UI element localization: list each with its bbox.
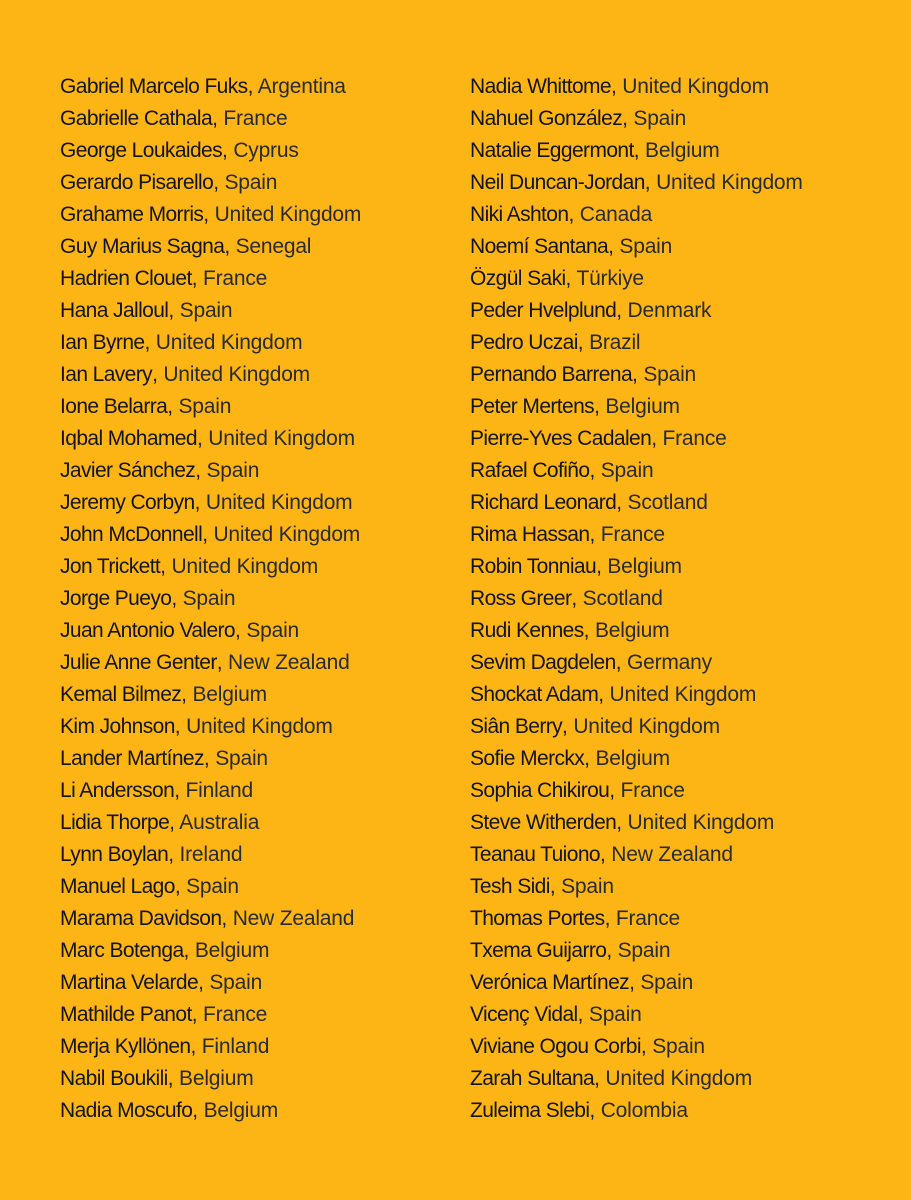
signatory-name: Nadia Moscufo [60, 1099, 193, 1122]
signatory-country: Spain [186, 875, 239, 898]
signatory-country: Spain [588, 1003, 642, 1026]
signatory-name: Sophia Chikirou [470, 779, 610, 802]
signatory-entry [470, 487, 803, 519]
signatory-name: Teanau Tuiono [470, 843, 600, 866]
signatory-name: Javier Sánchez [60, 459, 196, 482]
signatory-country: United Kingdom [155, 331, 303, 354]
signatory-entry [60, 487, 361, 519]
signatory-entry [470, 167, 803, 199]
signatory-entry [60, 327, 361, 359]
signatory-entry [60, 359, 361, 391]
separator: , [609, 779, 621, 802]
signatory-name: Niki Ashton [470, 203, 569, 226]
signatory-entry [470, 871, 803, 903]
signatory-country: Spain [182, 587, 236, 610]
separator: , [196, 427, 209, 450]
signatory-entry [60, 295, 361, 327]
signatory-name: Nadia Whittome [470, 75, 611, 98]
separator: , [192, 1099, 204, 1122]
separator: , [571, 587, 583, 610]
separator: , [616, 299, 628, 322]
signatory-country: France [615, 907, 681, 930]
signatory-name: Neil Duncan-Jordan [470, 171, 645, 194]
signatory-country: Spain [617, 939, 671, 962]
signatory-entry [470, 935, 803, 967]
separator: , [174, 715, 187, 738]
separator: , [599, 843, 612, 866]
signatory-name: Lynn Boylan [60, 843, 169, 866]
signatory-country: France [202, 267, 268, 290]
separator: , [203, 203, 215, 226]
signatory-name: George Loukaides [60, 139, 223, 162]
signatory-name: Li Andersson [60, 779, 175, 802]
separator: , [589, 1099, 601, 1122]
signatory-entry [60, 583, 361, 615]
separator: , [632, 363, 644, 386]
signatory-name: Ian Byrne [60, 331, 145, 354]
signatory-name: Lidia Thorpe [60, 811, 170, 834]
signatory-name: Steve Witherden [470, 811, 617, 834]
signatory-entry [470, 391, 803, 423]
separator: , [604, 907, 616, 930]
signatory-entry [470, 519, 803, 551]
signatory-country: Germany [626, 651, 712, 674]
signatory-country: Brazil [589, 331, 641, 354]
signatory-country: United Kingdom [605, 1067, 753, 1090]
signatory-name: Julie Anne Genter [60, 651, 217, 674]
signatory-entry [470, 551, 803, 583]
signatory-entry [60, 711, 361, 743]
signatory-entry [470, 711, 803, 743]
signatory-country: United Kingdom [573, 715, 720, 738]
signatory-country: Spain [640, 971, 694, 994]
signatory-entry [60, 135, 361, 167]
signatory-entry [60, 839, 361, 871]
signatory-name: Marama Davidson [60, 907, 222, 930]
signatory-country: Belgium [192, 683, 267, 706]
signatory-name: Ione Belarra [60, 395, 168, 418]
signatory-country: Spain [179, 299, 233, 322]
signatory-entry [60, 807, 361, 839]
signatory-entry [60, 551, 361, 583]
separator: , [577, 331, 590, 354]
separator: , [640, 1035, 653, 1058]
signatory-name: Thomas Portes [470, 907, 605, 930]
signatory-name: Sofie Merckx [470, 747, 585, 770]
signatory-name: Rima Hassan [470, 523, 590, 546]
separator: , [589, 459, 601, 482]
separator: , [594, 1067, 606, 1090]
signatory-name: Juan Antonio Valero [60, 619, 236, 642]
signatory-country: France [620, 779, 685, 802]
signatory-name: Rafael Cofiño [470, 459, 590, 482]
signatory-name: Iqbal Mohamed [60, 427, 197, 450]
signatory-name: Shockat Adam [470, 683, 599, 706]
separator: , [202, 523, 214, 546]
signatory-name: Natalie Eggermont [470, 139, 634, 162]
signatory-entry [60, 903, 361, 935]
signatory-entry [60, 167, 361, 199]
signatory-name: Viviane Ogou Corbi [470, 1035, 641, 1058]
separator: , [213, 171, 225, 194]
signatory-country: Spain [215, 747, 268, 770]
signatory-country: Spain [600, 459, 654, 482]
signatory-name: Noemí Santana [470, 235, 609, 258]
signatory-name: Peder Hvelplund [470, 299, 617, 322]
separator: , [144, 331, 156, 354]
separator: , [224, 235, 236, 258]
signatory-entry [470, 135, 803, 167]
signatory-name: Nabil Boukili [60, 1067, 168, 1090]
separator: , [568, 203, 580, 226]
signatory-name: Zuleima Slebi [470, 1099, 590, 1122]
separator: , [171, 587, 183, 610]
signatory-name: Ross Greer [470, 587, 572, 610]
separator: , [589, 523, 601, 546]
signatory-name: Ian Lavery [60, 363, 153, 386]
separator: , [622, 107, 634, 130]
separator: , [174, 779, 186, 802]
signatory-name: Gerardo Pisarello [60, 171, 214, 194]
signatory-name: Peter Mertens [470, 395, 595, 418]
signatory-country: Belgium [594, 619, 670, 642]
separator: , [583, 619, 595, 642]
signatory-country: Argentina [257, 75, 346, 98]
signatory-entry [470, 455, 803, 487]
signatory-country: United Kingdom [213, 523, 361, 546]
signatory-entry [470, 807, 803, 839]
signatory-country: France [662, 427, 727, 450]
separator: , [644, 171, 657, 194]
signatory-country: Spain [224, 171, 278, 194]
separator: , [247, 75, 258, 98]
separator: , [168, 299, 180, 322]
signatory-name: Rudi Kennes [470, 619, 584, 642]
signatory-name: Lander Martínez [60, 747, 204, 770]
signatory-name: Pierre-Yves Cadalen [470, 427, 652, 450]
signatory-country: Belgium [607, 555, 682, 578]
signatory-country: New Zealand [611, 843, 733, 866]
signatory-country: Australia [179, 811, 260, 834]
separator: , [191, 267, 203, 290]
separator: , [212, 107, 224, 130]
separator: , [190, 1035, 202, 1058]
signatory-name: Tesh Sidi [470, 875, 550, 898]
signatory-entry [470, 103, 803, 135]
signatory-name: Pedro Uczai [470, 331, 578, 354]
signatory-entry [470, 679, 803, 711]
separator: , [629, 971, 641, 994]
signatory-name: Sevim Dagdelen [470, 651, 616, 674]
separator: , [167, 1067, 180, 1090]
signatory-entry [470, 327, 803, 359]
signatory-entry [60, 615, 361, 647]
signatory-country: Spain [246, 619, 300, 642]
separator: , [191, 1003, 203, 1026]
separator: , [616, 491, 628, 514]
signatory-entry [470, 775, 803, 807]
signatory-entry [470, 359, 803, 391]
separator: , [598, 683, 610, 706]
signatory-country: Belgium [595, 747, 670, 770]
signatory-country: United Kingdom [214, 203, 362, 226]
signatory-country: Spain [178, 395, 232, 418]
signatory-country: United Kingdom [622, 75, 769, 98]
signatory-entry [470, 231, 803, 263]
separator: , [174, 875, 187, 898]
separator: , [221, 907, 233, 930]
signatory-entry [60, 679, 361, 711]
signatory-entry [60, 71, 361, 103]
signatory-country: New Zealand [228, 651, 350, 674]
signatory-name: John McDonnell [60, 523, 203, 546]
signatory-country: Belgium [179, 1067, 254, 1090]
signatory-country: United Kingdom [163, 363, 310, 386]
signatory-entry [60, 935, 361, 967]
signatory-name: Hana Jalloul [60, 299, 169, 322]
signatory-entry [60, 519, 361, 551]
signatory-entry [60, 967, 361, 999]
signatory-country: Spain [619, 235, 673, 258]
separator: , [181, 683, 193, 706]
signatory-country: United Kingdom [186, 715, 333, 738]
signatory-entry [470, 903, 803, 935]
signatory-name: Jon Trickett [60, 555, 161, 578]
signatory-entry [60, 455, 361, 487]
separator: , [562, 715, 574, 738]
signatory-name: Martina Velarde [60, 971, 199, 994]
signatory-entry [60, 647, 361, 679]
signatory-country: Belgium [605, 395, 680, 418]
signatory-name: Pernando Barrena [470, 363, 633, 386]
separator: , [577, 1003, 589, 1026]
signatory-country: Belgium [203, 1099, 279, 1122]
signatory-entry [60, 999, 361, 1031]
signatory-name: Merja Kyllönen [60, 1035, 191, 1058]
signatory-entry [60, 1063, 361, 1095]
signatory-name: Gabriel Marcelo Fuks [60, 75, 248, 98]
signatory-country: Ireland [179, 843, 243, 866]
signatory-entry [60, 871, 361, 903]
signatory-entry [60, 775, 361, 807]
separator: , [235, 619, 247, 642]
separator: , [615, 651, 627, 674]
signatory-country: United Kingdom [171, 555, 319, 578]
signatory-country: Türkiye [576, 267, 644, 290]
separator: , [167, 395, 179, 418]
signatory-name: Gabrielle Cathala [60, 107, 213, 130]
separator: , [611, 75, 623, 98]
signatory-entry [470, 743, 803, 775]
signatory-country: United Kingdom [627, 811, 775, 834]
signatory-name: Vicenç Vidal [470, 1003, 578, 1026]
signatory-entry [60, 231, 361, 263]
separator: , [168, 843, 180, 866]
separator: , [222, 139, 234, 162]
signatory-name: Siân Berry [470, 715, 563, 738]
signatory-name: Verónica Martínez [470, 971, 630, 994]
separator: , [616, 811, 628, 834]
signatory-entry [60, 199, 361, 231]
separator: , [633, 139, 646, 162]
signatory-country: Spain [643, 363, 697, 386]
separator: , [216, 651, 229, 674]
separator: , [608, 235, 620, 258]
signatory-country: United Kingdom [609, 683, 757, 706]
signatory-name: Özgül Saki [470, 267, 566, 290]
signatory-country: Colombia [600, 1099, 688, 1122]
signatory-entry [470, 199, 803, 231]
signatory-country: Canada [579, 203, 653, 226]
signatory-country: France [202, 1003, 268, 1026]
signatory-name: Txema Guijarro [470, 939, 607, 962]
separator: , [203, 747, 216, 770]
signatory-entry [60, 1095, 361, 1127]
signatory-entry [470, 423, 803, 455]
separator: , [651, 427, 663, 450]
signatory-name: Nahuel González [470, 107, 623, 130]
signatory-entry [60, 423, 361, 455]
signatory-entry [470, 583, 803, 615]
separator: , [594, 395, 606, 418]
signatories-column-left [60, 71, 361, 1127]
signatory-country: United Kingdom [208, 427, 355, 450]
signatory-country: New Zealand [232, 907, 355, 930]
separator: , [584, 747, 596, 770]
signatories-column-right [470, 71, 803, 1127]
signatory-country: Spain [206, 459, 260, 482]
signatory-name: Marc Botenga [60, 939, 184, 962]
signatory-name: Robin Tonniau [470, 555, 597, 578]
signatory-entry [470, 839, 803, 871]
signatory-name: Manuel Lago [60, 875, 175, 898]
separator: , [549, 875, 562, 898]
separator: , [565, 267, 577, 290]
signatory-entry [470, 999, 803, 1031]
separator: , [183, 939, 195, 962]
signatory-country: Denmark [627, 299, 712, 322]
signatory-country: Spain [633, 107, 687, 130]
separator: , [194, 491, 206, 514]
signatory-name: Jeremy Corbyn [60, 491, 195, 514]
signatory-name: Hadrien Clouet [60, 267, 192, 290]
signatory-name: Richard Leonard [470, 491, 617, 514]
signatory-entry [470, 263, 803, 295]
signatory-entry [470, 1031, 803, 1063]
signatory-name: Zarah Sultana [470, 1067, 595, 1090]
signatory-country: Senegal [235, 235, 312, 258]
signatory-country: Scotland [582, 587, 663, 610]
signatory-country: Finland [185, 779, 253, 802]
separator: , [152, 363, 164, 386]
signatory-name: Mathilde Panot [60, 1003, 192, 1026]
signatory-country: Finland [201, 1035, 270, 1058]
signatory-entry [60, 263, 361, 295]
signatory-country: Spain [209, 971, 263, 994]
separator: , [195, 459, 207, 482]
signatory-entry [470, 71, 803, 103]
signatory-name: Kemal Bilmez [60, 683, 182, 706]
signatory-country: Belgium [194, 939, 270, 962]
signatory-entry [470, 615, 803, 647]
signatory-entry [470, 1063, 803, 1095]
separator: , [606, 939, 618, 962]
signatory-name: Jorge Pueyo [60, 587, 172, 610]
separator: , [169, 811, 180, 834]
signatory-country: Spain [561, 875, 614, 898]
signatory-country: United Kingdom [656, 171, 803, 194]
signatory-country: Scotland [627, 491, 708, 514]
signatory-entry [470, 967, 803, 999]
signatory-name: Grahame Morris [60, 203, 204, 226]
signatory-country: Belgium [645, 139, 720, 162]
signatory-entry [470, 647, 803, 679]
separator: , [596, 555, 608, 578]
signatory-country: Cyprus [233, 139, 299, 162]
signatory-entry [60, 743, 361, 775]
signatory-country: France [223, 107, 288, 130]
signatory-entry [60, 1031, 361, 1063]
signatory-name: Kim Johnson [60, 715, 175, 738]
separator: , [160, 555, 172, 578]
signatory-country: France [600, 523, 665, 546]
signatory-entry [470, 295, 803, 327]
signatory-country: United Kingdom [205, 491, 353, 514]
signatory-name: Guy Marius Sagna [60, 235, 225, 258]
signatory-entry [60, 103, 361, 135]
separator: , [198, 971, 210, 994]
signatory-entry [470, 1095, 803, 1127]
signatory-entry [60, 391, 361, 423]
signatory-country: Spain [652, 1035, 705, 1058]
